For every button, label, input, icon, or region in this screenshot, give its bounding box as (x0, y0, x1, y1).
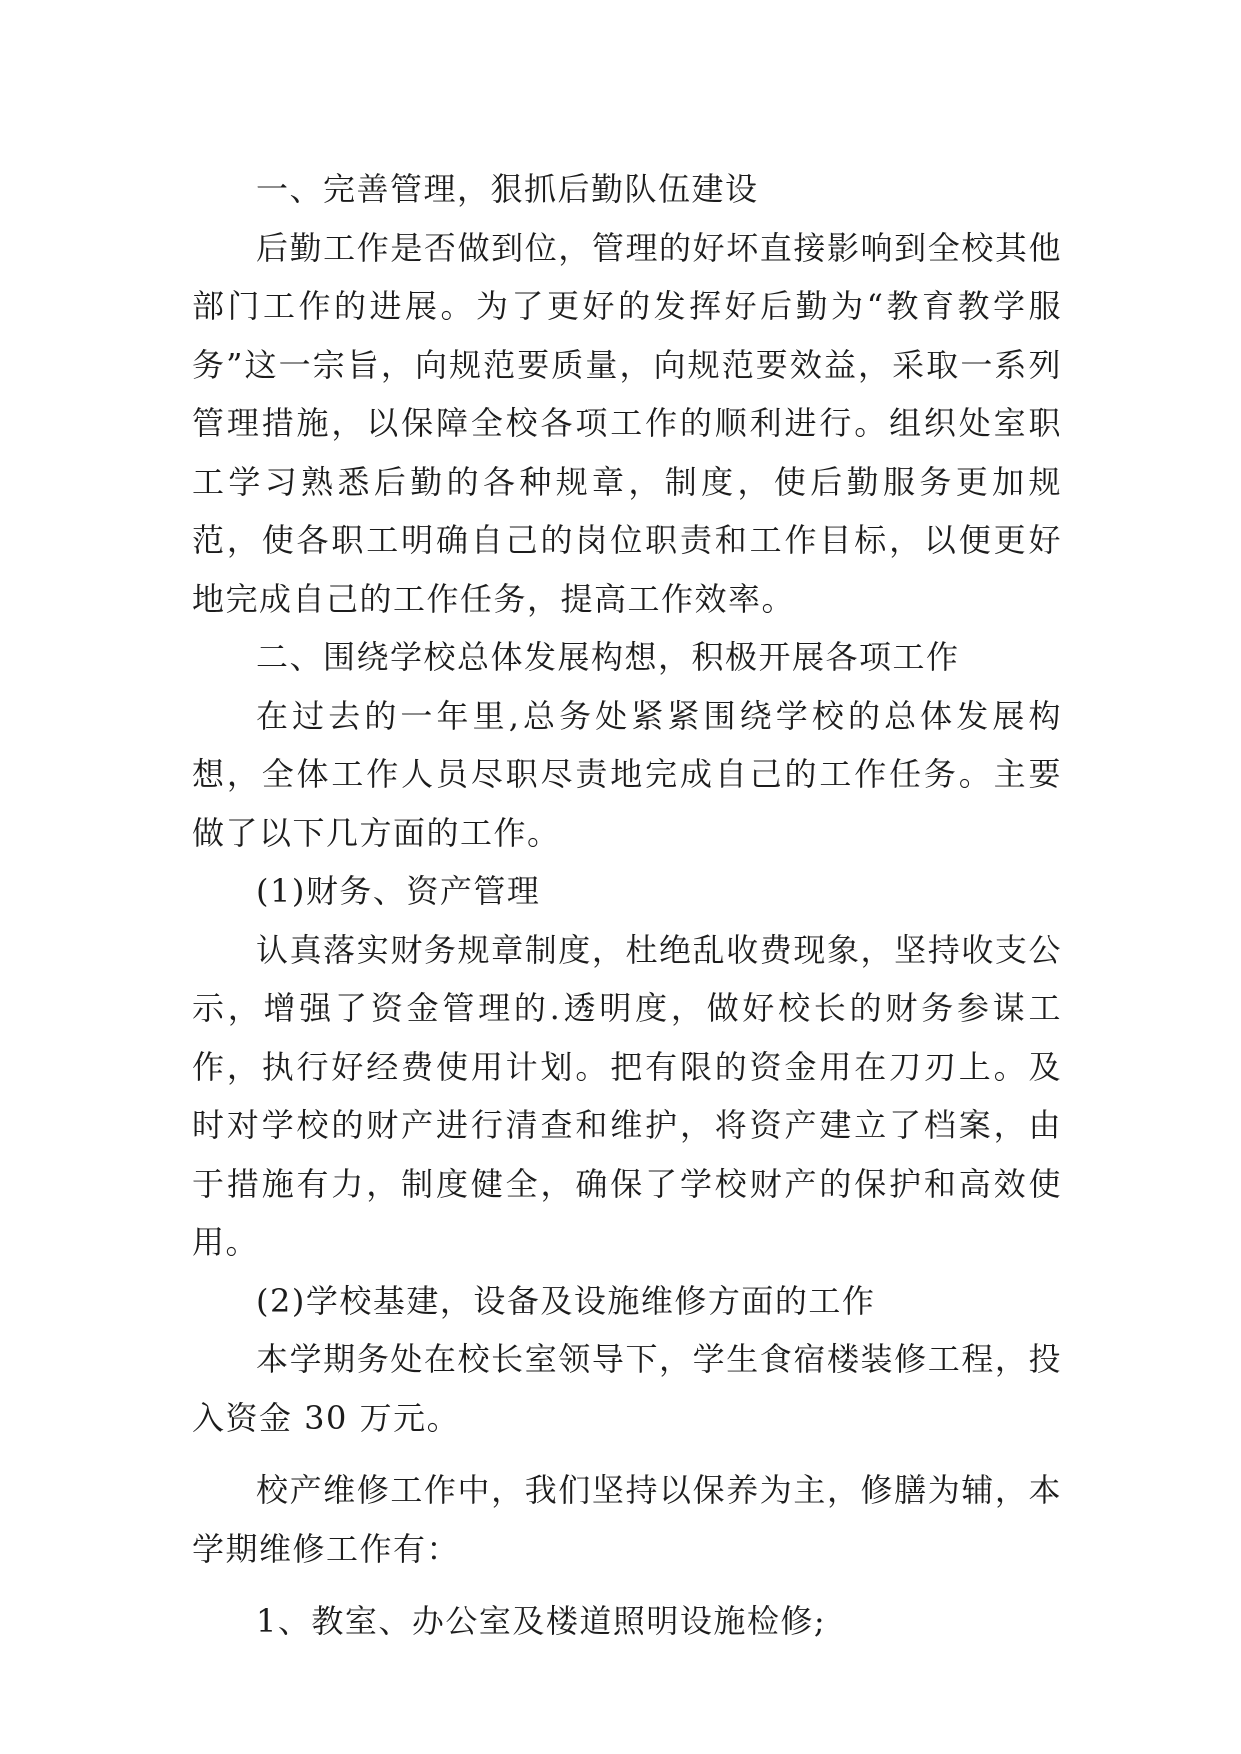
paragraph-gap (192, 1578, 1062, 1592)
section-heading-1: 一、完善管理，狠抓后勤队伍建设 (256, 170, 759, 208)
paragraph-gap (192, 1447, 1062, 1461)
paragraph-past-year-work: 在过去的一年里,总务处紧紧围绕学校的总体发展构想，全体工作人员尽职尽责地完成自己的工作任务。主要做了以下几方面的工作。 (192, 696, 1062, 852)
section-heading-2: 二、围绕学校总体发展构想，积极开展各项工作 (256, 638, 960, 676)
subsection-heading-finance: (1)财务、资产管理 (256, 872, 541, 910)
paragraph-renovation: 本学期务处在校长室领导下，学生食宿楼装修工程，投入资金 30 万元。 (192, 1340, 1062, 1437)
subsection-heading-construction: (2)学校基建，设备及设施维修方面的工作 (256, 1281, 876, 1320)
paragraph-logistics-management: 后勤工作是否做到位，管理的好坏直接影响到全校其他部门工作的进展。为了更好的发挥好后勤为“教育教学服务”这一宗旨，向规范要质量，向规范要效益，采取一系列管理措施，以保障全校各项工作的顺利进行。组织处室职工学习熟悉后勤的各种规章，制度，使后勤服务更加规范，使各职工明确自己的岗位职责和工作目标，以便更好地完成自己的工作任务，提高工作效率。 (192, 228, 1062, 618)
document-body (192, 160, 1062, 1651)
paragraph-maintenance: 校产维修工作中，我们坚持以保养为主，修膳为辅，本学期维修工作有： (192, 1471, 1062, 1568)
paragraph-finance-assets: 认真落实财务规章制度，杜绝乱收费现象，坚持收支公示，增强了资金管理的.透明度，做好校长的财务参谋工作，执行好经费使用计划。把有限的资金用在刀刃上。及时对学校的财产进行清查和维护，将资产建立了档案，由于措施有力，制度健全，确保了学校财产的保护和高效使用。 (192, 930, 1062, 1261)
list-item-lighting-repair: 1、教室、办公室及楼道照明设施检修; (256, 1602, 827, 1640)
